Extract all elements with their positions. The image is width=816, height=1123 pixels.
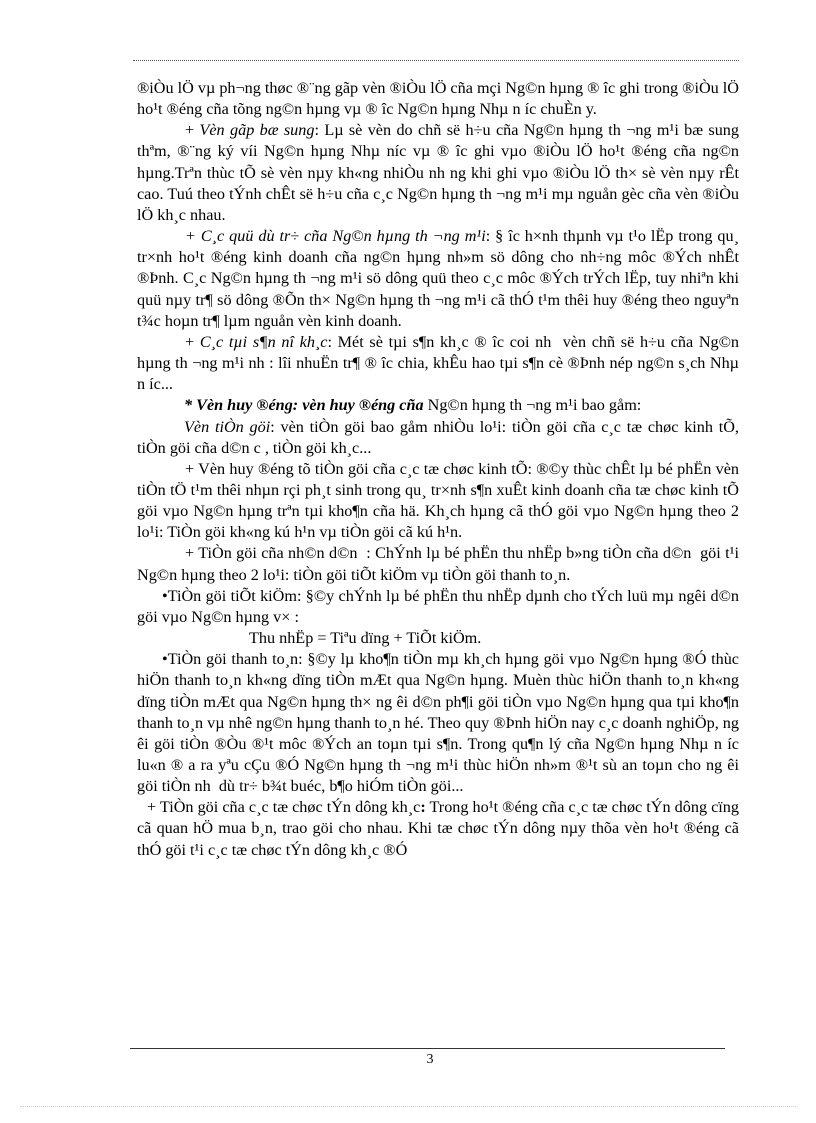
text-run: + C¸c quü dù tr÷ cña Ng©n hµng th ¬ng m¹i (185, 227, 486, 246)
header-dotted-rule (133, 60, 739, 61)
footer-rule (130, 1048, 725, 1049)
paragraph-p5 (137, 395, 739, 416)
text-run: + TiÒn göi cña nh©n d©n : ChÝnh lµ bé phËn thu nhËp b»ng tiÒn cña d©n göi t¹i Ng©n hµng theo 2 lo¹i: tiÒn göi tiÕt kiÖm vµ tiÒn göi thanh to¸n. (137, 544, 739, 584)
text-run: Ng©n hµng th ¬ng m¹i bao gåm: (423, 396, 642, 415)
text-run: Thu nhËp = Tiªu dïng + TiÕt kiÖm. (249, 629, 482, 648)
text-run: •TiÒn göi thanh to¸n: §©y lµ kho¶n tiÒn mµ kh¸ch hµng göi vµo Ng©n hµng ®Ó thùc hiÖn thanh to¸n kh«ng dïng tiÒn mÆt qua Ng©n hµng. Muèn thùc hiÖn thanh to¸n kh«ng dïng tiÒn mÆt qua Ng©n hµng th× ng êi d©n ph¶i göi tiÒn vµo Ng©n hµng qua tµi kho¶n thanh to¸n vµ nhê ng©n hµng thanh to¸n hé. Theo quy ®Þnh hiÖn nay c¸c doanh nghiÖp, ng êi göi tiÒn ®Òu ®¹t môc ®Ých an toµn tµi s¶n. Trong qu¶n lý cña Ng©n hµng Nhµ n íc lu«n ® a ra yªu cÇu ®Ó Ng©n hµng th ¬ng m¹i thùc hiÖn nh»m ®¹t sù an toµn cho ng êi göi tiÒn nh dù tr÷ b¾t buéc, b¶o hiÓm tiÒn göi... (137, 650, 739, 796)
text-run: : Mét sè tµi s¶n kh¸c ® îc coi nh vèn chñ së h÷u cña Ng©n hµng th ¬ng m¹i nh : lîi nhuËn tr¶ ® îc chia, khÊu hao tµi s¶n cè ®Þnh nép ng©n s¸ch Nhµ n íc... (137, 332, 739, 394)
paragraph-p3 (137, 226, 739, 332)
text-run: Vèn gãp bæ sung (199, 121, 315, 140)
paragraph-p8 (137, 543, 739, 585)
paragraph-p7 (137, 459, 739, 544)
text-run: + TiÒn göi cña c¸c tæ chøc tÝn dông kh¸c (147, 798, 421, 817)
text-run: •TiÒn göi tiÕt kiÖm: §©y chÝnh lµ bé phËn thu nhËp dµnh cho tÝch luü mµ ngêi d©n göi vµo Ng©n hµng v× : (137, 586, 739, 626)
text-run: Vèn tiÒn göi (184, 417, 271, 436)
paragraph-p1 (137, 78, 739, 120)
paragraph-p6 (137, 417, 739, 459)
text-run: : § îc h×nh thµnh vµ t¹o lËp trong qu¸ tr×nh ho¹t ®éng kinh doanh cña ng©n hµng nh»m sö dông cho nh÷ng môc ®Ých nhÊt ®Þnh. C¸c Ng©n hµng th ¬ng m¹i sö dông quü theo c¸c môc ®Ých trÝch lËp, tuy nhiªn khi quü nµy tr¶ sö dông ®Õn th× Ng©n hµng th ¬ng m¹i cã thÓ t¹m thêi huy ®éng theo nguyªn t¾c hoµn tr¶ lµm nguån vèn kinh doanh. (137, 227, 739, 330)
paragraph-p10 (249, 628, 739, 649)
paragraph-p9 (137, 586, 739, 628)
page-bottom-dotted-border (20, 1106, 796, 1107)
text-run: + (185, 121, 200, 140)
text-run: : Lµ sè vèn do chñ së h÷u cña Ng©n hµng th ¬ng m¹i bæ sung thªm, ®¨ng ký víi Ng©n hµng Nhµ níc vµ ® îc ghi vµo ®iÒu lÖ ho¹t ®éng cña ng©n hµng.Trªn thùc tÕ sè vèn nµy kh«ng nhiÒu nh ng khi ghi vµo ®iÒu lÖ th× sè vèn nµy rÊt cao. Tuú theo tÝnh chÊt së h÷u cña c¸c Ng©n hµng th ¬ng m¹i mµ nguån gèc cña vèn ®iÒu lÖ kh¸c nhau. (137, 121, 739, 224)
text-run: ®iÒu lÖ vµ ph¬ng thøc ®¨ng gãp vèn ®iÒu lÖ cña mçi Ng©n hµng ® îc ghi trong ®iÒu lÖ ho¹t ®éng cña tõng ng©n hµng vµ ® îc Ng©n hµng Nhµ n íc chuÈn y. (137, 79, 739, 119)
text-run: + Vèn huy ®éng tõ tiÒn göi cña c¸c tæ chøc kinh tÕ: ®©y thùc chÊt lµ bé phËn vèn tiÒn tÖ t¹m thêi nhµn rçi ph¸t sinh trong qu¸ tr×nh s¶n xuÊt kinh doanh cña tæ chøc kinh tÕ göi vµo Ng©n hµng trªn tµi kho¶n cña hä. Kh¸ch hµng cã thÓ göi vµo Ng©n hµng theo 2 lo¹i: TiÒn göi kh«ng kú h¹n vµ tiÒn göi cã kú h¹n. (137, 459, 739, 542)
text-run: * Vèn huy ®éng: vèn huy ®éng cña (184, 396, 424, 415)
paragraph-p11 (137, 649, 739, 797)
page-number: 3 (426, 1052, 434, 1067)
paragraph-p12 (137, 797, 739, 860)
text-run: Trong ho¹t ®éng cña c¸c tæ chøc tÝn dông cïng cã quan hÖ mua b¸n, trao göi cho nhau. Khi tæ chøc tÝn dông nµy thõa vèn ho¹t ®éng cã thÓ göi t¹i c¸c tæ chøc tÝn dông kh¸c ®Ó (137, 798, 739, 859)
paragraph-p4 (137, 332, 739, 395)
paragraph-p2 (137, 120, 739, 226)
text-run: + (185, 332, 200, 351)
text-run: : (420, 798, 426, 817)
body-text (137, 78, 739, 861)
text-run: : vèn tiÒn göi bao gåm nhiÒu lo¹i: tiÒn göi cña c¸c tæ chøc kinh tÕ, tiÒn göi cña d©n c , tiÒn göi kh¸c... (137, 417, 739, 457)
text-run: C¸c tµi s¶n nî kh¸c (199, 332, 328, 351)
